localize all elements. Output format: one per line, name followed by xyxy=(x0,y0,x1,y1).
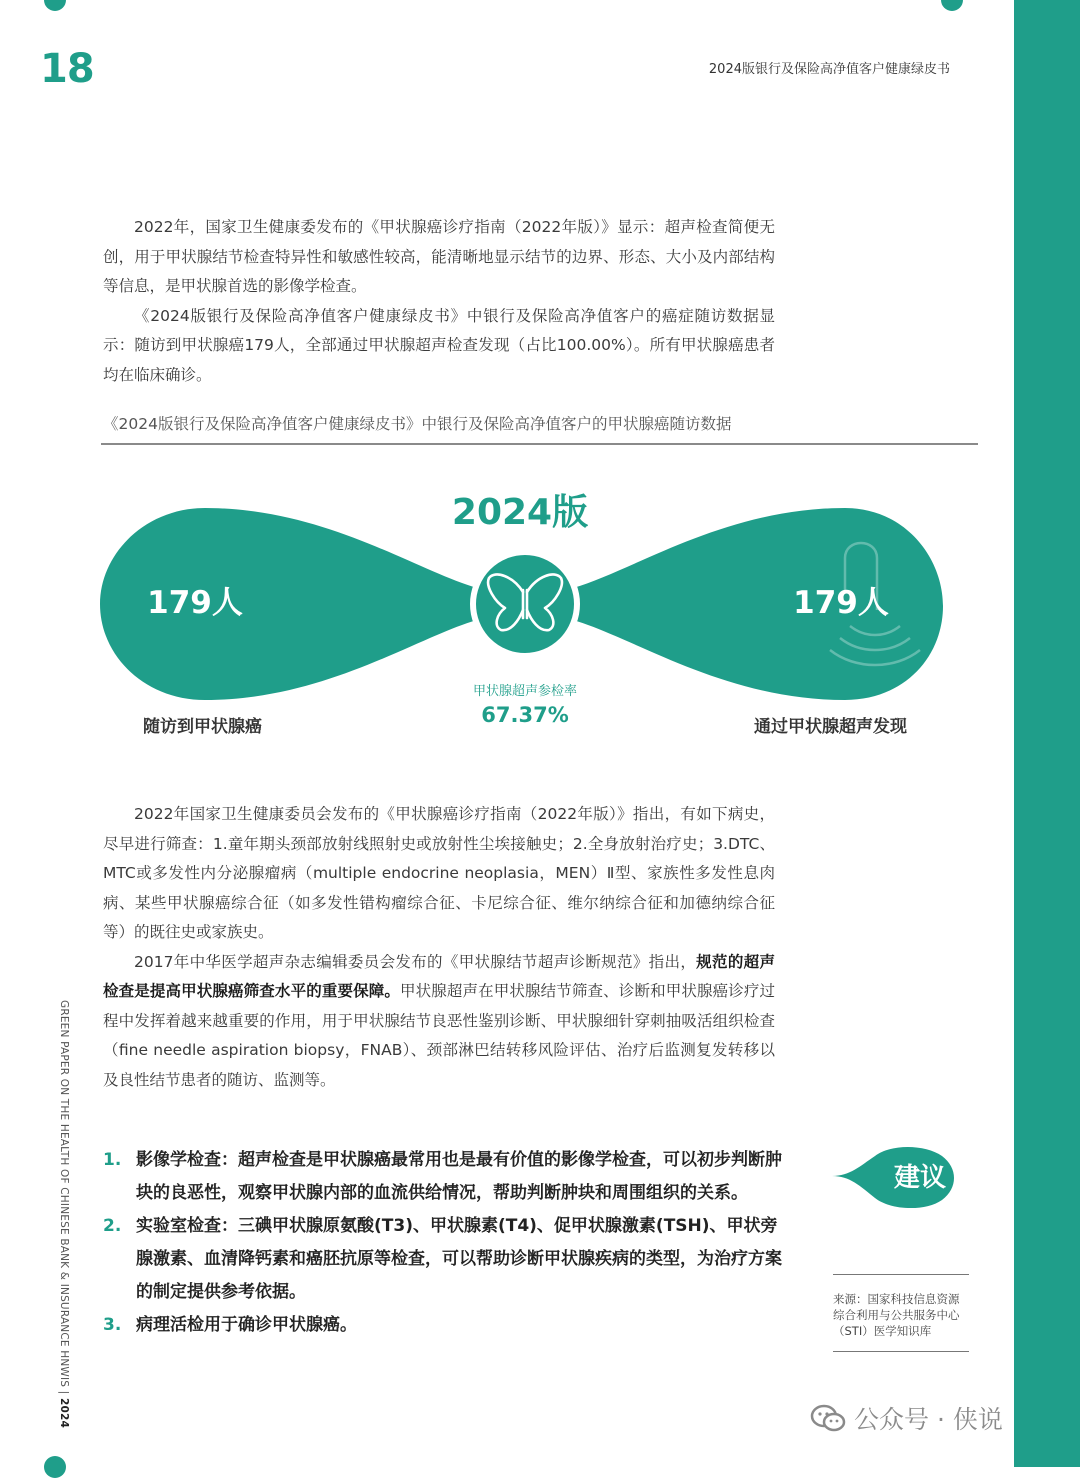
left-stat-value: 179人 xyxy=(147,585,243,621)
right-accent-bar xyxy=(1014,0,1080,1467)
right-stat-value: 179人 xyxy=(793,585,889,621)
corner-dot xyxy=(941,0,963,11)
body-paragraph xyxy=(103,948,775,1096)
rate-value: 67.37% xyxy=(481,703,569,727)
intro-paragraph: 《2024版银行及保险高净值客户健康绿皮书》中银行及保险高净值客户的癌症随访数据显示：随访到甲状腺癌179人，全部通过甲状腺超声检查发现（占比100.00%）。所有甲状腺癌患者均在临床确诊。 xyxy=(103,306,775,384)
center-circle xyxy=(473,552,577,656)
side-running-text xyxy=(58,1000,70,1428)
badge-label: 建议 xyxy=(893,1163,947,1193)
intro-paragraph: 2022年，国家卫生健康委发布的《甲状腺癌诊疗指南（2022年版）》显示：超声检查简便无创，用于甲状腺结节检查特异性和敏感性较高，能清晰地显示结节的边界、形态、大小及内部结构等信息，是甲状腺首选的影像学检查。 xyxy=(103,218,775,295)
recommendation-badge xyxy=(830,1142,958,1212)
item-number: 3. xyxy=(103,1315,122,1335)
recommendation-list xyxy=(103,1144,793,1342)
watermark-text: 公众号 · 侠说 xyxy=(854,1405,1003,1434)
page-number: 18 xyxy=(40,46,94,92)
side-year: 2024 xyxy=(58,1397,70,1428)
list-item xyxy=(103,1309,793,1342)
figure-caption: 《2024版银行及保险高净值客户健康绿皮书》中银行及保险高净值客户的甲状腺癌随访数据 xyxy=(103,415,732,433)
figure-year: 2024版 xyxy=(451,492,589,533)
item-text: 实验室检查：三碘甲状腺原氨酸(T3)、甲状腺素(T4)、促甲状腺激素(TSH)、甲状旁腺激素、血清降钙素和癌胚抗原等检查，可以帮助诊断甲状腺疾病的类型，为治疗方案的制定提供参考依据。 xyxy=(136,1216,782,1302)
caption-divider xyxy=(101,443,978,445)
wechat-icon xyxy=(810,1403,846,1433)
side-english: GREEN PAPER ON THE HEALTH OF CHINESE BANK & INSURANCE HNWIS | xyxy=(58,1000,70,1398)
item-text: 病理活检用于确诊甲状腺癌。 xyxy=(136,1315,357,1335)
left-stat-label: 随访到甲状腺癌 xyxy=(143,717,262,737)
watermark xyxy=(810,1400,1003,1436)
rate-label: 甲状腺超声参检率 xyxy=(472,684,577,699)
item-number: 2. xyxy=(103,1216,122,1236)
intro-text xyxy=(103,213,775,390)
list-item xyxy=(103,1210,793,1309)
corner-dot xyxy=(44,0,66,11)
body-paragraph: 2022年国家卫生健康委员会发布的《甲状腺癌诊疗指南（2022年版）》指出，有如下病史，尽早进行筛查：1.童年期头颈部放射线照射史或放射性尘埃接触史；2.全身放射治疗史；3.DTC、MTC或多发性内分泌腺瘤病（multiple endocrine neoplasia，MEN）Ⅱ型、家族性多发性息肉病、某些甲状腺癌综合征（如多发性错构瘤综合征、卡尼综合征、维尔纳综合征和加德纳综合征等）的既往史或家族史。 xyxy=(103,805,775,941)
right-stat-label: 通过甲状腺超声发现 xyxy=(754,717,907,737)
item-number: 1. xyxy=(103,1150,122,1170)
source-note: 来源：国家科技信息资源综合利用与公共服务中心（STI）医学知识库 xyxy=(833,1274,969,1352)
list-item xyxy=(103,1144,793,1210)
body-rest: 甲状腺超声在甲状腺结节筛查、诊断和甲状腺癌诊疗过程中发挥着越来越重要的作用，用于甲状腺结节良恶性鉴别诊断、甲状腺细针穿刺抽吸活组织检查（fine needle aspiration biopsy，FNAB）、颈部淋巴结转移风险评估、治疗后监测复发转移以及良性结节患者的随访、监测等。 xyxy=(103,982,775,1089)
corner-dot xyxy=(44,1456,66,1478)
item-text: 影像学检查：超声检查是甲状腺癌最常用也是最有价值的影像学检查，可以初步判断肿块的良恶性，观察甲状腺内部的血流供给情况，帮助判断肿块和周围组织的关系。 xyxy=(136,1150,782,1203)
body-lead: 2017年中华医学超声杂志编辑委员会发布的《甲状腺结节超声诊断规范》指出， xyxy=(134,952,697,971)
body-text xyxy=(103,800,775,1095)
running-title: 2024版银行及保险高净值客户健康绿皮书 xyxy=(708,62,950,77)
body-emphasis: 规范的超声检查是提高甲状腺癌筛查水平的重要保障。 xyxy=(103,952,775,1000)
